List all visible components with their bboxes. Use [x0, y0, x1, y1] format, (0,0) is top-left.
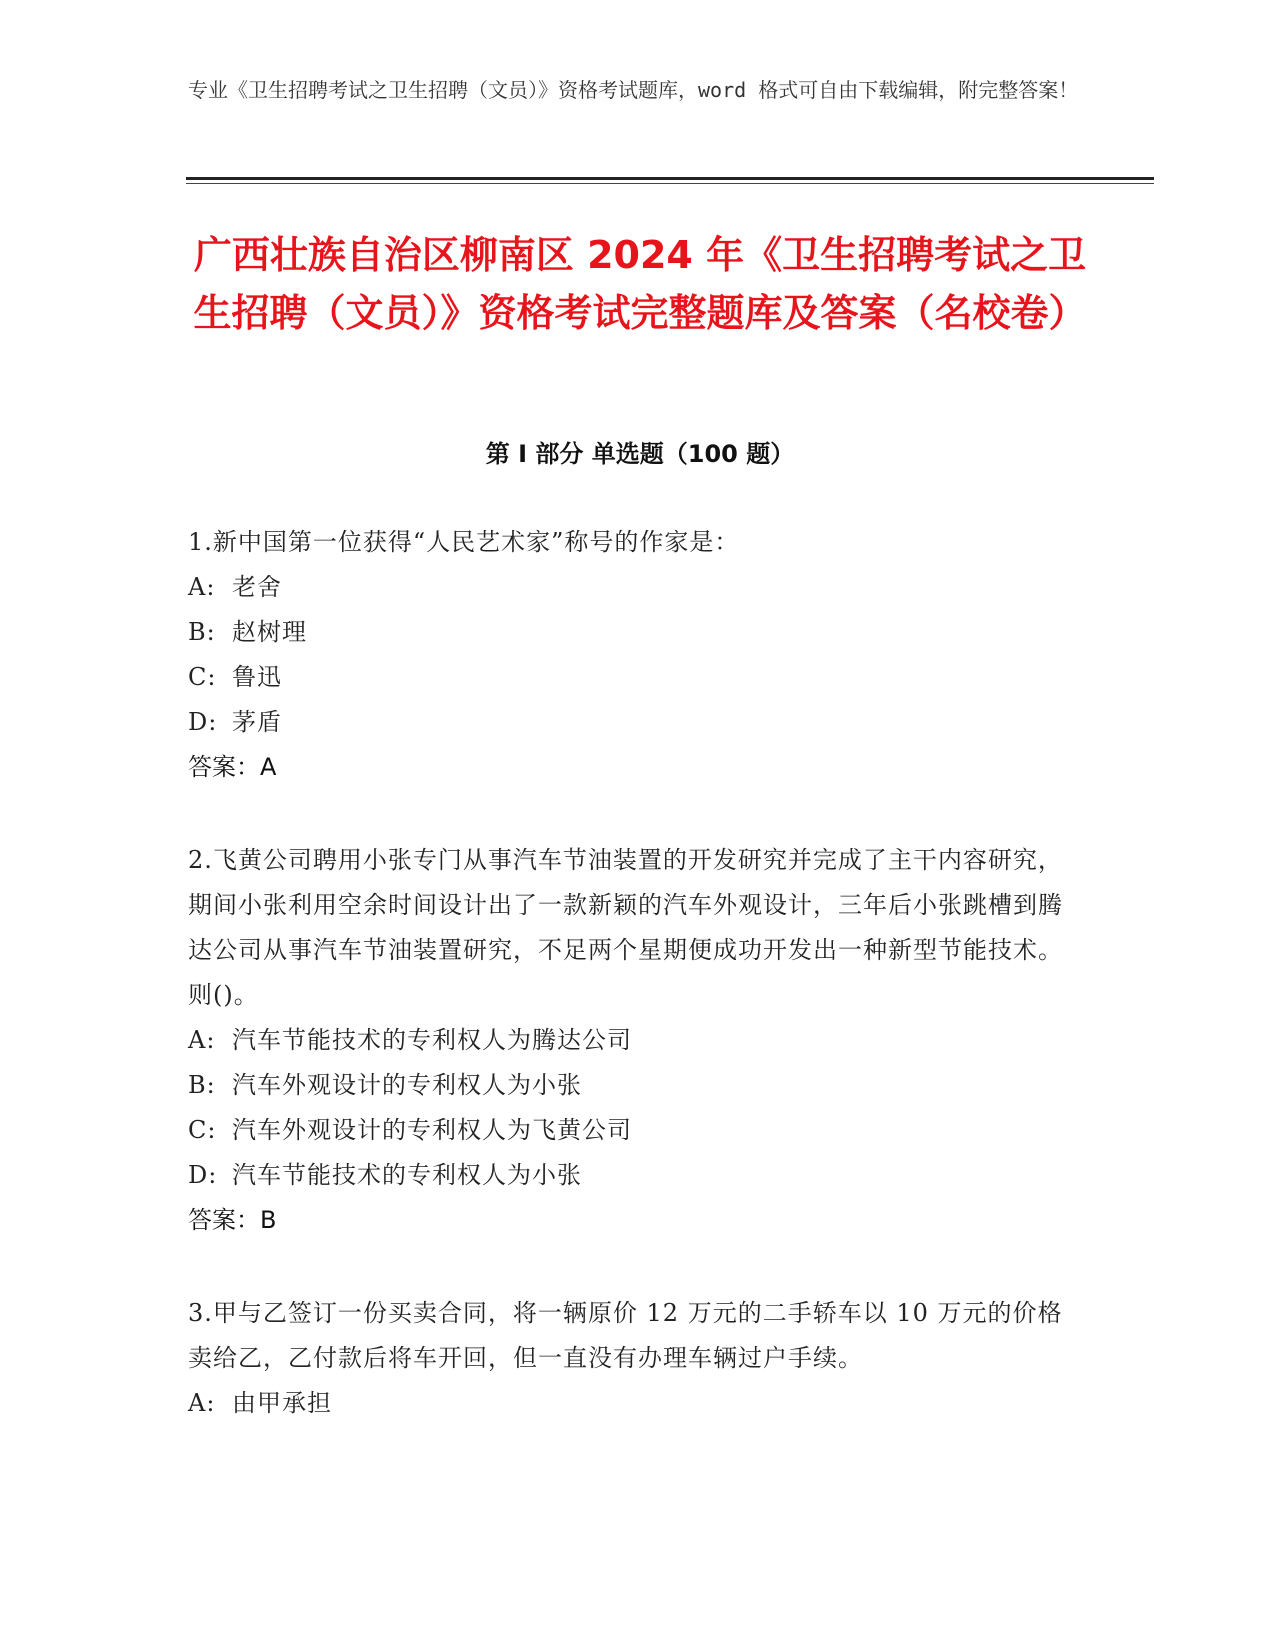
- option-key: C:: [188, 663, 217, 691]
- header-rule-thin: [186, 183, 1154, 184]
- document-title: 广西壮族自治区柳南区 2024 年《卫生招聘考试之卫生招聘（文员）》资格考试完整题库及答案（名校卷）: [193, 233, 1087, 335]
- option-a: [188, 1381, 1068, 1426]
- option-c: [188, 655, 1068, 700]
- option-key: D:: [188, 708, 218, 736]
- option-key: B:: [188, 1071, 216, 1099]
- question-list: [188, 520, 1068, 1474]
- option-key: B:: [188, 618, 216, 646]
- option-text: 鲁迅: [232, 663, 282, 691]
- question-stem: 2.飞黄公司聘用小张专门从事汽车节油装置的开发研究并完成了主干内容研究，期间小张利用空余时间设计出了一款新颖的汽车外观设计，三年后小张跳槽到腾达公司从事汽车节油装置研究，不足两个星期便成功开发出一种新型节能技术。则()。: [188, 846, 1063, 1009]
- answer: 答案：B: [188, 1206, 277, 1234]
- option-text: 汽车外观设计的专利权人为飞黄公司: [232, 1116, 632, 1144]
- option-text: 赵树理: [232, 618, 307, 646]
- option-key: A:: [188, 1389, 216, 1417]
- option-key: D:: [188, 1161, 218, 1189]
- option-a: [188, 565, 1068, 610]
- option-text: 由甲承担: [232, 1389, 332, 1417]
- answer: 答案：A: [188, 753, 277, 781]
- header-note: 专业《卫生招聘考试之卫生招聘（文员）》资格考试题库，word 格式可自由下载编辑，附完整答案！: [188, 78, 1079, 102]
- question-1: [188, 520, 1068, 790]
- option-a: [188, 1018, 1068, 1063]
- question-2: [188, 838, 1068, 1243]
- option-d: [188, 1153, 1068, 1198]
- option-text: 老舍: [232, 573, 282, 601]
- option-key: C:: [188, 1116, 217, 1144]
- section-title: 第 I 部分 单选题（100 题）: [485, 440, 795, 468]
- option-b: [188, 1063, 1068, 1108]
- option-key: A:: [188, 573, 216, 601]
- option-key: A:: [188, 1026, 216, 1054]
- option-text: 汽车节能技术的专利权人为小张: [232, 1161, 582, 1189]
- option-d: [188, 700, 1068, 745]
- option-text: 茅盾: [232, 708, 282, 736]
- option-c: [188, 1108, 1068, 1153]
- option-b: [188, 610, 1068, 655]
- option-text: 汽车外观设计的专利权人为小张: [232, 1071, 582, 1099]
- header-rule-thick: [186, 177, 1154, 180]
- question-3: [188, 1291, 1068, 1426]
- option-text: 汽车节能技术的专利权人为腾达公司: [232, 1026, 632, 1054]
- question-stem: 1.新中国第一位获得“人民艺术家”称号的作家是：: [188, 528, 740, 556]
- question-stem: 3.甲与乙签订一份买卖合同，将一辆原价 12 万元的二手轿车以 10 万元的价格卖给乙，乙付款后将车开回，但一直没有办理车辆过户手续。: [188, 1299, 1063, 1372]
